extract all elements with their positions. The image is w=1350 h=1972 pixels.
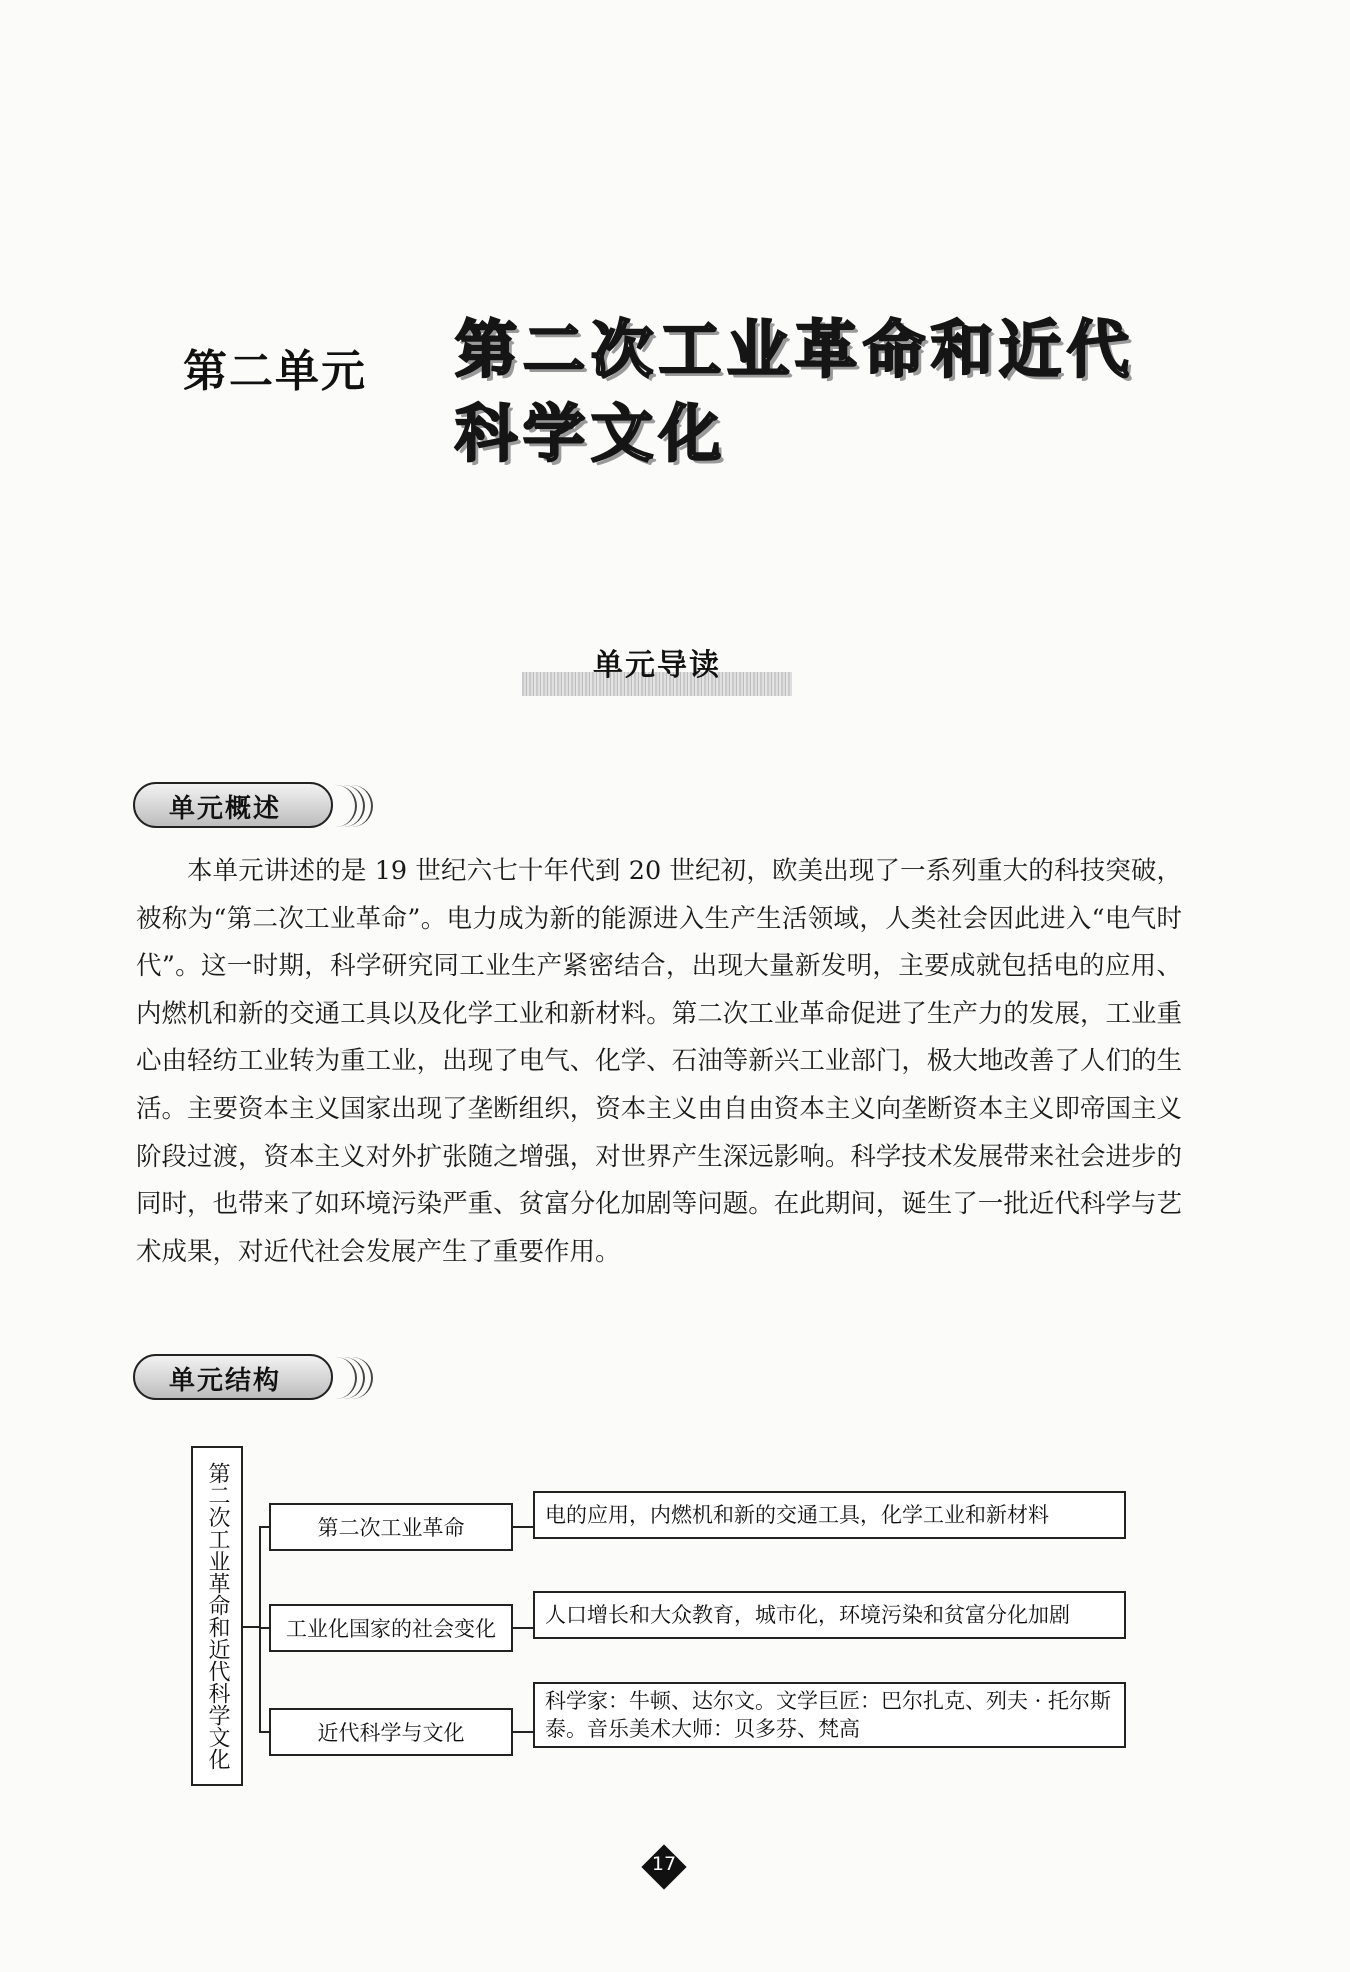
- pill-arc-decoration: [345, 1357, 373, 1399]
- connector-root: [243, 1626, 259, 1628]
- page-number-badge: [640, 1843, 688, 1891]
- unit-label: 第二单元: [183, 346, 367, 397]
- connector-branch-3: [259, 1731, 269, 1733]
- branch-detail-box: [533, 1491, 1126, 1539]
- structure-root-text: 第二次工业革命和近代科学文化: [205, 1462, 230, 1770]
- overview-section-tag: [133, 782, 355, 832]
- pill-arc-decoration: [345, 785, 373, 827]
- unit-title: 第二次工业革命和近代科学文化: [455, 313, 1136, 470]
- branch-topic-box: [269, 1708, 513, 1756]
- branch-topic-text: 工业化国家的社会变化: [286, 1617, 496, 1641]
- overview-heading: 单元概述: [169, 794, 282, 824]
- structure-section-tag: [133, 1354, 355, 1404]
- structure-heading: 单元结构: [169, 1366, 282, 1396]
- branch-detail-text: 人口增长和大众教育，城市化，环境污染和贫富分化加剧: [545, 1603, 1070, 1627]
- connector-detail-3: [513, 1731, 533, 1733]
- guide-title: 单元导读: [593, 648, 721, 683]
- branch-topic-text: 第二次工业革命: [317, 1516, 465, 1540]
- branch-topic-box: [269, 1604, 513, 1652]
- unit-guide-banner: [522, 640, 792, 696]
- connector-detail-2: [513, 1627, 533, 1629]
- overview-paragraph: 本单元讲述的是 19 世纪六七十年代到 20 世纪初，欧美出现了一系列重大的科技突破，被称为“第二次工业革命”。电力成为新的能源进入生产生活领域，人类社会因此进入“电气时代”。这一时期，科学研究同工业生产紧密结合，出现大量新发明，主要成就包括电的应用、内燃机和新的交通工具以及化学工业和新材料。第二次工业革命促进了生产力的发展，工业重心由轻纺工业转为重工业，出现了电气、化学、石油等新兴工业部门，极大地改善了人们的生活。主要资本主义国家出现了垄断组织，资本主义由自由资本主义向垄断资本主义即帝国主义阶段过渡，资本主义对外扩张随之增强，对世界产生深远影响。科学技术发展带来社会进步的同时，也带来了如环境污染严重、贫富分化加剧等问题。在此期间，诞生了一批近代科学与艺术成果，对近代社会发展产生了重要作用。: [136, 856, 1182, 1267]
- branch-topic-box: [269, 1503, 513, 1551]
- branch-detail-box: [533, 1591, 1126, 1639]
- branch-detail-box: [533, 1682, 1126, 1748]
- page-number: 17: [651, 1853, 677, 1875]
- connector-detail-1: [513, 1526, 533, 1528]
- branch-topic-text: 近代科学与文化: [317, 1721, 465, 1745]
- connector-branch-1: [259, 1526, 269, 1528]
- structure-root-box: [191, 1446, 243, 1786]
- connector-branch-2: [259, 1627, 269, 1629]
- branch-detail-text: 电的应用，内燃机和新的交通工具，化学工业和新材料: [545, 1503, 1049, 1527]
- branch-detail-text: 科学家：牛顿、达尔文。文学巨匠：巴尔扎克、列夫 · 托尔斯泰。音乐美术大师：贝多芬、梵高: [545, 1689, 1112, 1741]
